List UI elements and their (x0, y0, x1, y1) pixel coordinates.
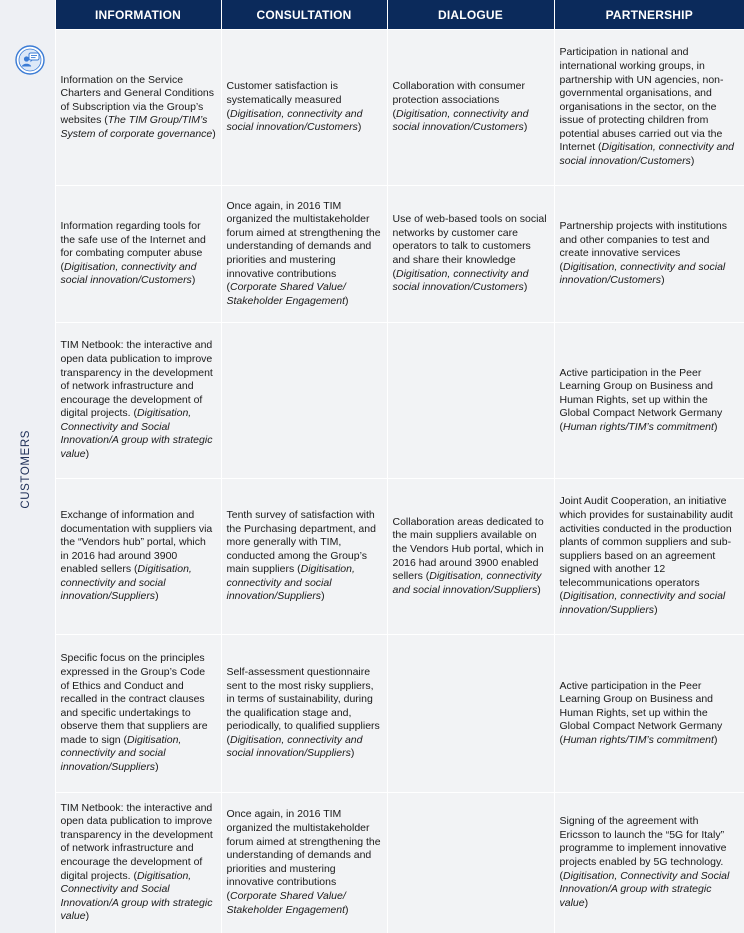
cell-partnership (554, 186, 744, 323)
cell-text (227, 808, 383, 917)
cell-text (560, 46, 741, 168)
cell-body-text: Customer satisfaction is systematically measured ( (226, 80, 342, 120)
table-row (0, 635, 744, 793)
cell-partnership (554, 479, 744, 635)
cell-text (560, 220, 741, 288)
cell-text (560, 367, 741, 435)
cell-reference: Digitisation, Connectivity and Social Innovation/A group with strategic value (60, 407, 213, 461)
cell-closing: ) (537, 583, 541, 596)
cell-information (55, 479, 221, 635)
cell-partnership (554, 323, 744, 479)
cell-body-text: Specific focus on the principles expressed in the Group’s Code of Ethics and Conduct and recalled in the contract clauses and specific undertakings to observe them that suppliers are made to sign ( (60, 652, 208, 746)
cell-consultation (221, 635, 387, 793)
cell-dialogue (387, 479, 554, 635)
cell-body-text: Collaboration with consumer protection associations ( (392, 80, 525, 120)
cell-text (61, 652, 217, 774)
cell-text (61, 74, 217, 142)
cell-reference: Digitisation, connectivity and social innovation/Suppliers (559, 590, 726, 617)
cell-text (227, 666, 383, 761)
cell-text (560, 680, 741, 748)
cell-dialogue (387, 186, 554, 323)
table-row (0, 793, 744, 933)
cell-text (393, 213, 550, 295)
cell-closing: ) (713, 733, 718, 746)
cell-body-text: Information on the Service Charters and General Conditions of Subscription via the Group’s websites ( (60, 73, 215, 127)
cell-body-text: Collaboration areas dedicated to the main suppliers available on the Vendors Hub portal, which in 2016 had around 3900 enabled sellers ( (392, 515, 544, 583)
cell-consultation (221, 479, 387, 635)
cell-body-text: Signing of the agreement with Ericsson to launch the “5G for Italy” programme to implement innovative projects enabled by 5G technology. ( (559, 815, 727, 882)
cell-partnership (554, 635, 744, 793)
cell-reference: Digitisation, connectivity and social innovation/Customers (60, 260, 197, 287)
cell-body-text: Joint Audit Cooperation, an initiative which provides for sustainability audit activities conducted in the production plants of common suppliers and sub-suppliers based on an agreement signed with another 12 telecommunications operators ( (559, 495, 733, 603)
cell-text (61, 339, 217, 461)
header-corner (0, 0, 55, 30)
cell-closing: ) (85, 910, 90, 923)
cell-reference: The TIM Group/TIM’s System of corporate governance (60, 114, 213, 140)
cell-text (61, 509, 217, 604)
cell-dialogue (387, 323, 554, 479)
cell-consultation (221, 323, 387, 479)
cell-closing: ) (584, 896, 589, 909)
cell-body-text: Use of web-based tools on social networks by customer care operators to talk to customers and share their knowledge ( (392, 213, 547, 280)
column-header-partnership: PARTNERSHIP (554, 0, 744, 30)
cell-partnership (554, 30, 744, 186)
column-header-dialogue: DIALOGUE (387, 0, 554, 30)
cell-consultation (221, 793, 387, 933)
column-header-consultation: CONSULTATION (221, 0, 387, 30)
cell-closing: ) (191, 274, 196, 287)
cell-body-text: Once again, in 2016 TIM organized the multistakeholder forum aimed at strengthening the understanding of demands and priorities and mustering innovative contributions ( (226, 199, 381, 294)
cell-text (227, 200, 383, 309)
cell-text (393, 516, 550, 598)
stakeholder-chat-icon (15, 45, 45, 75)
cell-reference: Digitisation, connectivity and social innovation/Suppliers (60, 733, 182, 774)
cell-body-text: Participation in national and international working groups, in partnership with UN agencies, non-governmental organisations, and organisations in the sector, on the issue of protecting children from potential abuses carried out via the Internet ( (559, 46, 724, 154)
cell-consultation (221, 186, 387, 323)
cell-reference: Digitisation, connectivity and social innovation/Suppliers (226, 563, 355, 603)
stakeholder-label: CUSTOMERS (20, 429, 32, 509)
cell-reference: Human rights/TIM’s commitment (563, 420, 714, 433)
cell-closing: ) (661, 274, 665, 287)
cell-text (61, 802, 217, 924)
cell-body-text: Information regarding tools for the safe use of the Internet and for combating computer abuse ( (60, 220, 206, 273)
cell-information (55, 30, 221, 186)
cell-body-text: Self-assessment questionnaire sent to the most risky suppliers, in terms of sustainability, during the qualification stage and, periodically, to qualified suppliers ( (226, 665, 380, 746)
cell-body-text: TIM Netbook: the interactive and open data publication to improve transparency in the development of network infrastructure and encourage the development of digital projects. ( (60, 339, 213, 420)
cell-body-text: Tenth survey of satisfaction with the Purchasing department, and more generally with TIM, conducted among the Group’s main suppliers ( (226, 508, 376, 576)
table-row (0, 30, 744, 186)
cell-text (61, 220, 217, 288)
table-row (0, 479, 744, 635)
cell-dialogue (387, 793, 554, 933)
cell-body-text: Exchange of information and documentation with suppliers via the “Vendors hub” portal, which in 2016 had around 3900 enabled sellers ( (60, 508, 213, 576)
cell-closing: ) (654, 604, 658, 617)
cell-information (55, 186, 221, 323)
cell-closing: ) (345, 903, 349, 916)
table-row (0, 186, 744, 323)
cell-dialogue (387, 30, 554, 186)
cell-reference: Digitisation, Connectivity and Social Innovation/A group with strategic value (559, 869, 730, 909)
cell-closing: ) (321, 590, 325, 603)
cell-body-text: Active participation in the Peer Learning Group on Business and Human Rights, set up within the Global Compact Network Germany ( (559, 679, 723, 746)
cell-reference: Corporate Shared Value/ Stakeholder Engagement (226, 281, 346, 307)
stakeholder-side-column (0, 30, 55, 933)
cell-closing: ) (523, 121, 528, 134)
cell-text (560, 495, 741, 617)
cell-closing: ) (155, 590, 159, 603)
cell-text (227, 80, 383, 134)
cell-closing: ) (523, 281, 528, 294)
cell-information (55, 793, 221, 933)
cell-dialogue (387, 635, 554, 793)
header-row (0, 0, 744, 30)
cell-body-text: Active participation in the Peer Learning Group on Business and Human Rights, set up within the Global Compact Network Germany ( (559, 366, 723, 433)
cell-consultation (221, 30, 387, 186)
cell-reference: Digitisation, connectivity and social innovation/Customers (392, 107, 529, 134)
cell-reference: Digitisation, connectivity and social innovation/Customers (392, 267, 529, 294)
table-row (0, 323, 744, 479)
cell-closing: ) (85, 448, 90, 461)
cell-closing: ) (345, 294, 349, 307)
cell-reference: Digitisation, connectivity and social innovation/Customers (226, 107, 363, 134)
cell-reference: Digitisation, Connectivity and Social Innovation/A group with strategic value (60, 869, 213, 923)
cell-body-text: Partnership projects with institutions and other companies to test and create innovative services ( (559, 220, 727, 273)
cell-text (560, 815, 741, 910)
cell-closing: ) (350, 747, 355, 760)
cell-reference: Digitisation, connectivity and social innovation/Customers (559, 141, 735, 168)
column-header-information: INFORMATION (55, 0, 221, 30)
cell-information (55, 635, 221, 793)
cell-body-text: Once again, in 2016 TIM organized the multistakeholder forum aimed at strengthening the understanding of demands and priorities and mustering innovative contributions ( (226, 808, 381, 902)
cell-reference: Human rights/TIM’s commitment (563, 733, 714, 746)
cell-reference: Digitisation, connectivity and social innovation/Suppliers (392, 570, 542, 596)
cell-closing: ) (357, 121, 362, 134)
cell-information (55, 323, 221, 479)
cell-closing: ) (713, 420, 718, 433)
cell-text (227, 509, 383, 604)
cell-body-text: TIM Netbook: the interactive and open data publication to improve transparency in the development of network infrastructure and encourage the development of digital projects. ( (60, 801, 213, 882)
cell-closing: ) (212, 127, 216, 140)
cell-text (393, 80, 550, 134)
cell-reference: Digitisation, connectivity and social innovation/Suppliers (226, 733, 363, 760)
cell-partnership (554, 793, 744, 933)
cell-closing: ) (155, 761, 159, 774)
cell-reference: Digitisation, connectivity and social innovation/Customers (559, 260, 726, 287)
cell-reference: Digitisation, connectivity and social innovation/Suppliers (60, 563, 192, 603)
cell-closing: ) (690, 155, 695, 168)
cell-reference: Corporate Shared Value/ Stakeholder Engagement (226, 889, 346, 916)
